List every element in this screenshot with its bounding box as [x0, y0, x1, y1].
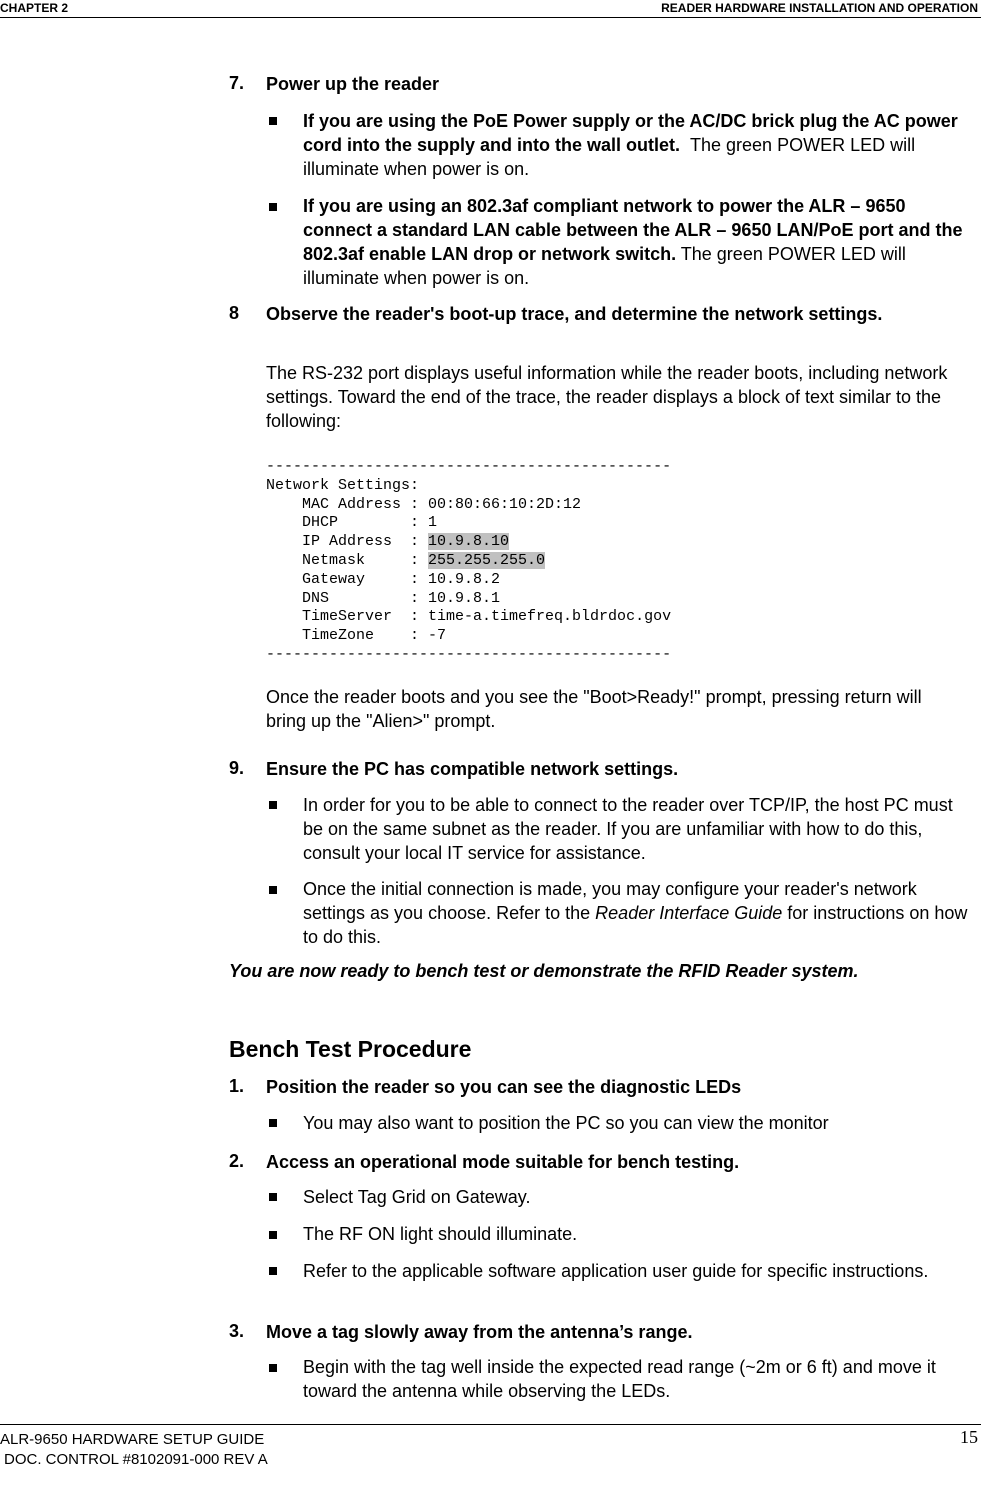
page-footer — [0, 1424, 981, 1468]
bench-step-2-number: 2. — [229, 1151, 245, 1171]
guide-title: ALR-9650 HARDWARE SETUP GUIDE — [0, 1431, 265, 1448]
code-rule-bottom: --------------------------------------------- — [266, 645, 672, 663]
bench-step-3-number: 3. — [229, 1321, 245, 1341]
ready-note: You are now ready to bench test or demonstrate the RFID Reader system. — [229, 961, 859, 981]
bench-step-1-bullet-1: You may also want to position the PC so you can view the monitor — [303, 1113, 829, 1133]
step-7-bullet-1: If you are using the PoE Power supply or the AC/DC brick plug the AC power cord into the supply and into the wall outlet. The green POWER LED will illuminate when power is on. — [303, 111, 958, 179]
bullet-square-icon — [269, 1364, 277, 1372]
highlighted-netmask: 255.255.255.0 — [428, 551, 546, 569]
doc-control: DOC. CONTROL #8102091-000 REV A — [4, 1451, 268, 1468]
step-9-number: 9. — [229, 758, 245, 778]
bench-step-1-title: Position the reader so you can see the diagnostic LEDs — [266, 1077, 742, 1097]
bench-step-2-bullet-3: Refer to the applicable software application user guide for specific instructions. — [303, 1261, 929, 1281]
bench-step-2-bullet-1: Select Tag Grid on Gateway. — [303, 1187, 531, 1207]
page-number: 15 — [960, 1427, 978, 1447]
bullet-square-icon — [269, 1119, 277, 1127]
code-row: TimeZone : -7 — [266, 627, 447, 645]
code-row: DHCP : 1 — [266, 514, 438, 532]
bullet-square-icon — [269, 1231, 277, 1239]
step-8-after-text: Once the reader boots and you see the "Boot>Ready!" prompt, pressing return will bring up the "Alien>" prompt. — [266, 687, 922, 731]
page-header — [0, 0, 981, 18]
section-heading: Bench Test Procedure — [229, 1036, 472, 1062]
bullet-square-icon — [269, 1193, 277, 1201]
step-9-bullet-1: In order for you to be able to connect to the reader over TCP/IP, the host PC must be on the same subnet as the reader. If you are unfamiliar with how to do this, consult your local IT service for assistance. — [303, 795, 953, 863]
code-row: Netmask : 255.255.255.0 — [266, 551, 546, 569]
highlighted-ip: 10.9.8.10 — [428, 533, 510, 551]
step-8-number: 8 — [229, 303, 240, 323]
bullet-square-icon — [269, 117, 277, 125]
code-row: IP Address : 10.9.8.10 — [266, 533, 510, 551]
step-7-bullet-2: If you are using an 802.3af compliant network to power the ALR – 9650 connect a standard LAN cable between the ALR – 9650 LAN/PoE port and the 802.3af enable LAN drop or network switch. The green POWER LED will illuminate when power is on. — [303, 196, 963, 288]
code-row: DNS : 10.9.8.1 — [266, 589, 501, 607]
bench-step-2-bullet-2: The RF ON light should illuminate. — [303, 1224, 578, 1244]
chapter-title: READER HARDWARE INSTALLATION AND OPERATION — [661, 1, 978, 15]
code-row: Gateway : 10.9.8.2 — [266, 570, 501, 588]
bench-step-1-number: 1. — [229, 1076, 245, 1096]
bench-step-3-bullet-1: Begin with the tag well inside the expected read range (~2m or 6 ft) and move it toward the antenna while observing the LEDs. — [303, 1357, 936, 1401]
bench-step-2-title: Access an operational mode suitable for bench testing. — [266, 1152, 740, 1172]
step-7-title: Power up the reader — [266, 74, 440, 94]
step-7-number: 7. — [229, 73, 245, 93]
step-9-title: Ensure the PC has compatible network settings. — [266, 759, 679, 779]
bullet-square-icon — [269, 886, 277, 894]
bench-step-3-title: Move a tag slowly away from the antenna’s range. — [266, 1322, 693, 1342]
code-heading: Network Settings: — [266, 476, 420, 494]
bullet-square-icon — [269, 203, 277, 211]
boot-trace-code-block — [266, 458, 671, 665]
code-rule-top: --------------------------------------------- — [266, 458, 672, 475]
code-row: MAC Address : 00:80:66:10:2D:12 — [266, 495, 582, 513]
code-row: TimeServer : time-a.timefreq.bldrdoc.gov — [266, 608, 672, 626]
bullet-square-icon — [269, 1267, 277, 1275]
bullet-square-icon — [269, 801, 277, 809]
step-8-paragraph: The RS-232 port displays useful information while the reader boots, including network settings. Toward the end of the trace, the reader displays a block of text similar to the following: — [266, 363, 948, 431]
step-8-title: Observe the reader's boot-up trace, and determine the network settings. — [266, 304, 883, 324]
step-9-bullet-2: Once the initial connection is made, you may configure your reader's network settings as you choose. Refer to the Reader Interface Guide for instructions on how to do this. — [303, 879, 968, 947]
chapter-label: CHAPTER 2 — [0, 1, 69, 15]
